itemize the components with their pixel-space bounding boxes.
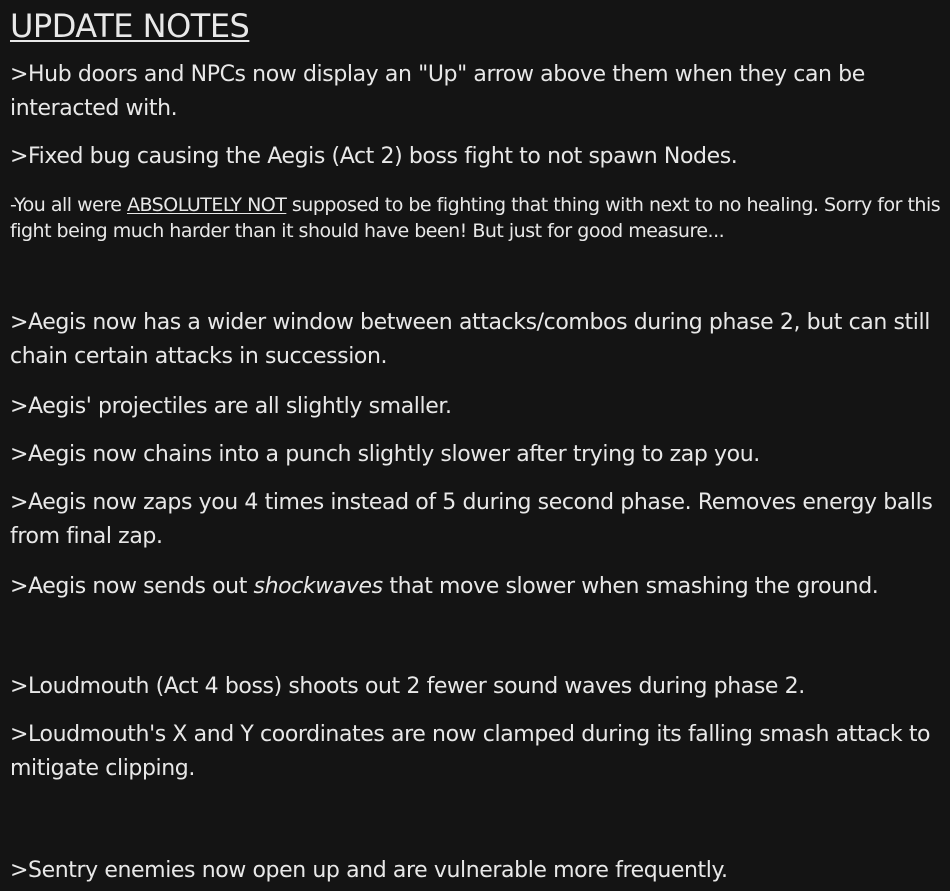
note-aegis-apology — [10, 192, 945, 244]
shockwaves-text-start: >Aegis now sends out — [10, 574, 254, 599]
page-title: UPDATE NOTES — [10, 7, 250, 45]
apology-emphasis: ABSOLUTELY NOT — [126, 194, 287, 216]
note-aegis-wider-window: >Aegis now has a wider window between attacks/combos during phase 2, but can still chain certain attacks in succession. — [10, 310, 930, 369]
apology-text-end: supposed to be fighting that thing with next to no healing. Sorry for this fight being much harder than it should have been! But just for good measure... — [10, 194, 941, 242]
note-aegis-projectiles: >Aegis' projectiles are all slightly smaller. — [10, 394, 452, 419]
note-hub-doors: >Hub doors and NPCs now display an "Up" arrow above them when they can be interacted with. — [10, 62, 865, 121]
note-aegis-punch: >Aegis now chains into a punch slightly slower after trying to zap you. — [10, 442, 760, 467]
shockwaves-emphasis: shockwaves — [253, 574, 383, 599]
shockwaves-text-end: that move slower when smashing the ground. — [382, 574, 879, 599]
apology-text-start: -You all were — [10, 194, 127, 216]
note-loudmouth-clamp: >Loudmouth's X and Y coordinates are now clamped during its falling smash attack to mitigate clipping. — [10, 722, 931, 781]
note-sentry-enemies: >Sentry enemies now open up and are vulnerable more frequently. — [10, 858, 728, 883]
note-loudmouth-sound-waves: >Loudmouth (Act 4 boss) shoots out 2 fewer sound waves during phase 2. — [10, 674, 805, 699]
note-aegis-zaps: >Aegis now zaps you 4 times instead of 5 during second phase. Removes energy balls from final zap. — [10, 490, 933, 549]
note-aegis-shockwaves — [10, 570, 945, 604]
note-aegis-nodes-fix: >Fixed bug causing the Aegis (Act 2) boss fight to not spawn Nodes. — [10, 144, 738, 169]
